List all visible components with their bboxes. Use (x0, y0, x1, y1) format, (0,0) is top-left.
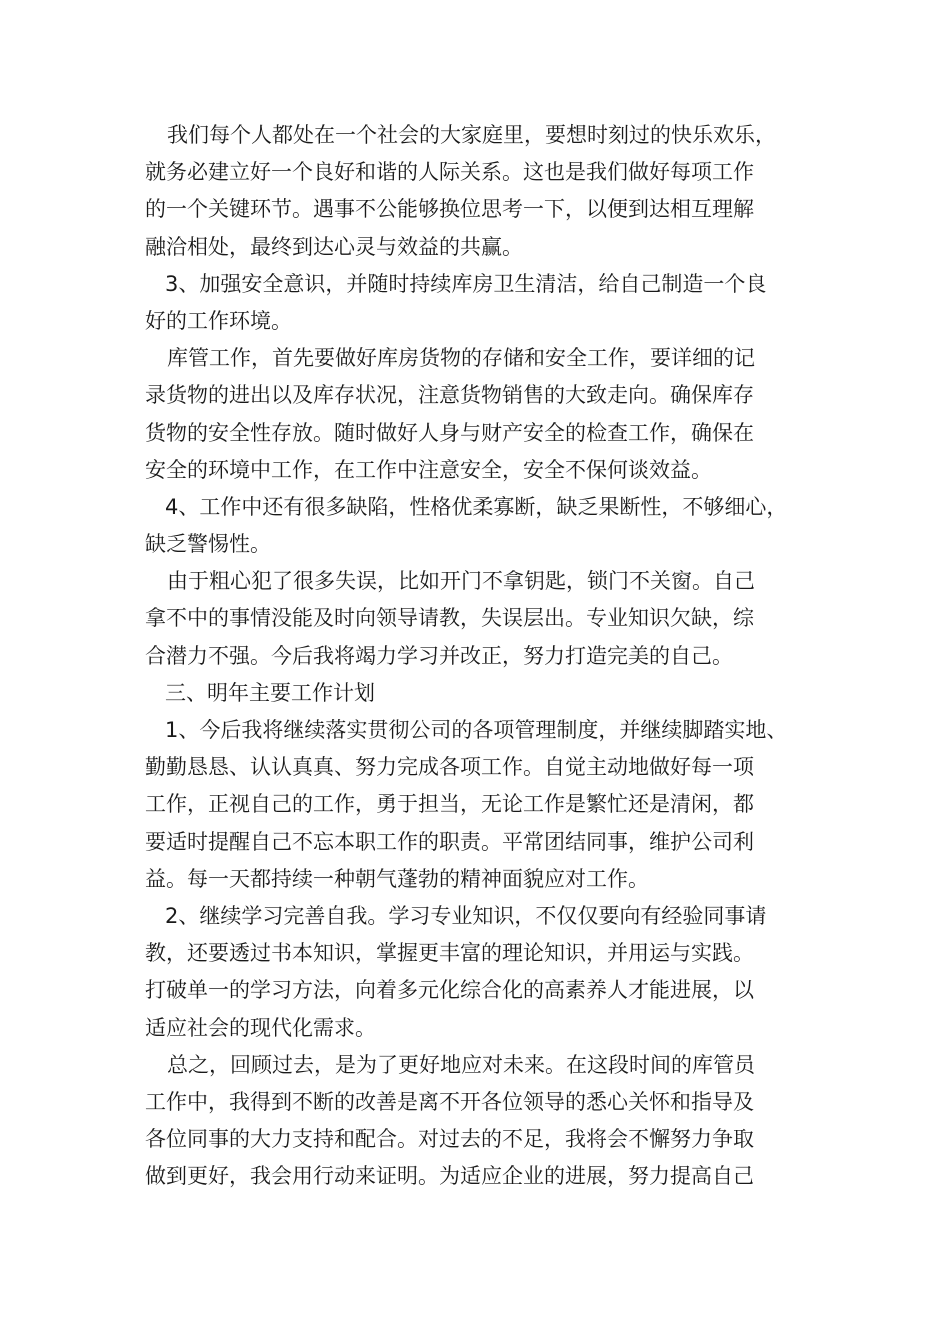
text-line: 融洽相处，最终到达心灵与效益的共赢。 (145, 234, 523, 259)
text-line: 好的工作环境。 (145, 308, 292, 333)
text-line: 适应社会的现代化需求。 (145, 1015, 376, 1040)
text-line: 缺乏警惕性。 (145, 532, 271, 557)
text-line: 要适时提醒自己不忘本职工作的职责。平常团结同事，维护公司利 (145, 829, 754, 854)
text-line: 2、继续学习完善自我。学习专业知识，不仅仅要向有经验同事请 (165, 903, 767, 928)
text-line: 我们每个人都处在一个社会的大家庭里，要想时刻过的快乐欢乐， (167, 123, 776, 147)
section-heading: 三、明年主要工作计划 (165, 680, 375, 705)
text-line: 工作中，我得到不断的改善是离不开各位领导的悉心关怀和指导及 (145, 1089, 754, 1114)
text-line: 各位同事的大力支持和配合。对过去的不足，我将会不懈努力争取 (145, 1127, 754, 1152)
text-line: 就务必建立好一个良好和谐的人际关系。这也是我们做好每项工作 (145, 160, 754, 185)
text-line: 益。每一天都持续一种朝气蓬勃的精神面貌应对工作。 (145, 866, 649, 891)
text-line: 4、工作中还有很多缺陷，性格优柔寡断，缺乏果断性，不够细心， (165, 494, 788, 519)
text-line: 由于粗心犯了很多失误，比如开门不拿钥匙，锁门不关窗。自己 (167, 569, 755, 594)
text-line: 的一个关键环节。遇事不公能够换位思考一下，以便到达相互理解 (145, 197, 754, 222)
text-line: 拿不中的事情没能及时向领导请教，失误层出。专业知识欠缺，综 (145, 606, 754, 631)
text-line: 库管工作，首先要做好库房货物的存储和安全工作，要详细的记 (167, 346, 755, 371)
text-line: 录货物的进出以及库存状况，注意货物销售的大致走向。确保库存 (145, 383, 754, 408)
text-line: 合潜力不强。今后我将竭力学习并改正，努力打造完美的自己。 (145, 643, 733, 668)
text-line: 货物的安全性存放。随时做好人身与财产安全的检查工作，确保在 (145, 420, 754, 445)
text-line: 3、加强安全意识，并随时持续库房卫生清洁，给自己制造一个良 (165, 271, 767, 296)
text-line: 工作，正视自己的工作，勇于担当，无论工作是繁忙还是清闲，都 (145, 792, 754, 817)
document-body (145, 117, 825, 1195)
text-line: 打破单一的学习方法，向着多元化综合化的高素养人才能进展，以 (145, 978, 754, 1003)
text-line: 做到更好，我会用行动来证明。为适应企业的进展，努力提高自己 (145, 1164, 754, 1189)
text-line: 勤勤恳恳、认认真真、努力完成各项工作。自觉主动地做好每一项 (145, 755, 754, 780)
text-line: 教，还要透过书本知识，掌握更丰富的理论知识，并用运与实践。 (145, 941, 754, 966)
text-line: 总之，回顾过去，是为了更好地应对未来。在这段时间的库管员 (167, 1052, 755, 1077)
text-line: 安全的环境中工作，在工作中注意安全，安全不保何谈效益。 (145, 457, 712, 482)
text-line: 1、今后我将继续落实贯彻公司的各项管理制度，并继续脚踏实地、 (165, 718, 788, 742)
